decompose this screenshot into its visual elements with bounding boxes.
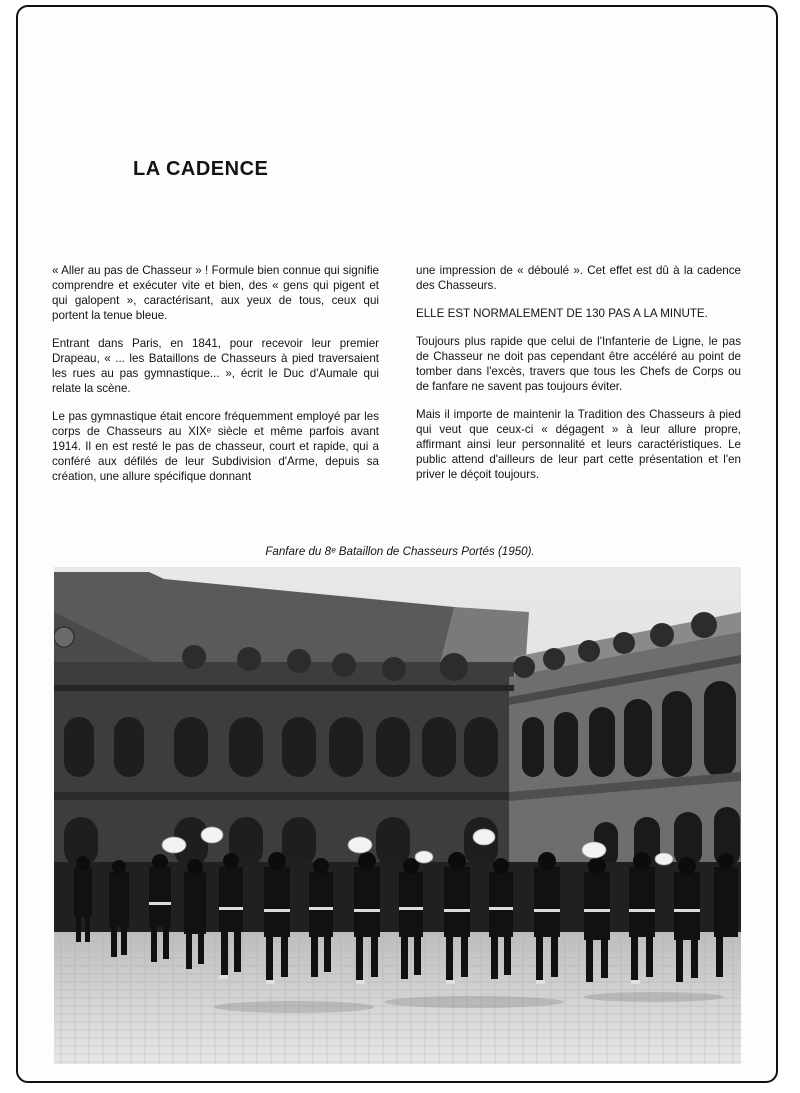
photo-caption: Fanfare du 8ᵉ Bataillon de Chasseurs Portés (1950). [265,545,535,558]
paragraph: Le pas gymnastique était encore fréquemment employé par les corps de Chasseurs au XIXᵉ siècle et même parfois avant 1914. Il en est resté le pas de chasseur, court et rapide, qui a conféré aux défilés de leur Subdivision d'Arme, depuis sa création, une allure spécifique donnant [52,410,379,483]
emphasis-paragraph: ELLE EST NORMALEMENT DE 130 PAS A LA MINUTE. [416,307,708,320]
page-title: LA CADENCE [133,158,269,180]
paragraph: Mais il importe de maintenir la Tradition des Chasseurs à pied qui veut que ceux-ci « dégagent » à leur allure propre, affirmant ainsi leur personnalité et leurs caractéristiques. Le public attend d'ailleurs de leur part cette présentation et l'en priver le déçoit toujours. [416,408,741,481]
paragraph: « Aller au pas de Chasseur » ! Formule bien connue qui signifie comprendre et exécuter vite et bien, des « gens qui pigent et qui galopent », caractérisant, aux yeux de tous, ceux qui portent la tenue bleue. [52,264,379,322]
paragraph: une impression de « déboulé ». Cet effet est dû à la cadence des Chasseurs. [416,264,741,292]
left-text-column [52,263,379,497]
paragraph: Toujours plus rapide que celui de l'Infanterie de Ligne, le pas de Chasseur ne doit pas cependant être accéléré au point de tomber dans l'excès, travers que tous les Chefs de Corps ou de fanfare ne savent pas toujours éviter. [416,335,741,393]
paragraph: Entrant dans Paris, en 1841, pour recevoir leur premier Drapeau, « ... les Bataillons de Chasseurs à pied traversaient les rues au pas gymnastique... », écrit le Duc d'Aumale qui relate la scène. [52,337,379,395]
photograph-illustration [54,567,741,1064]
band-photograph [54,567,741,1064]
right-text-column [416,263,741,495]
